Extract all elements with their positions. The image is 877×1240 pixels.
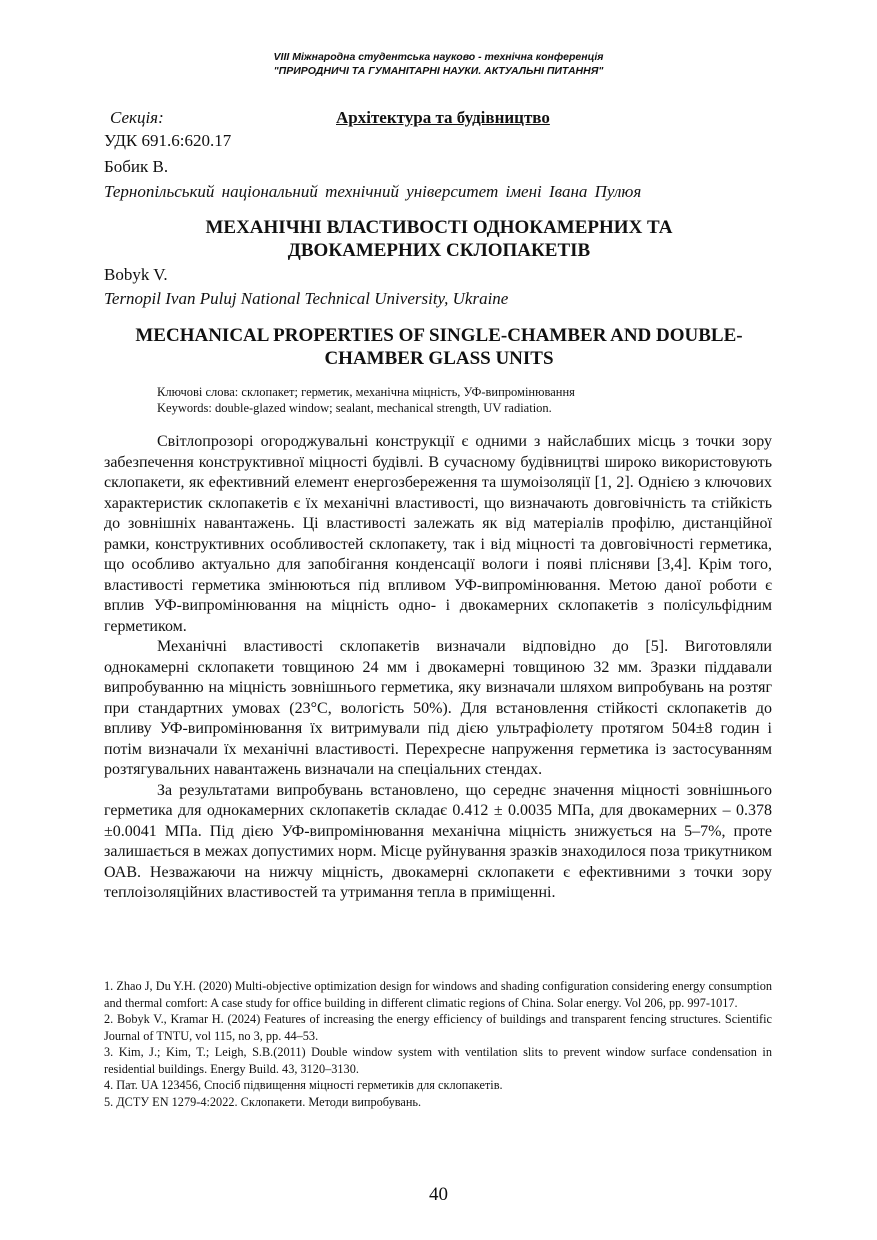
author-en: Bobyk V. [104, 265, 168, 284]
reference-item: 1. Zhao J, Du Y.H. (2020) Multi-objective optimization design for windows and shading configuration considering energy consumption and thermal comfort: A case study for office building in different climatic regions of China. Solar energy. Vol 206, pp. 997-1017. [104, 979, 772, 1010]
title-ua [104, 216, 774, 262]
author-ua: Бобик В. [104, 157, 169, 176]
paragraph-results: За результатами випробувань встановлено, що середнє значення міцності зовнішнього герметика для однокамерних склопакетів складає 0.412 ± 0.0035 МПа, для двокамерних – 0.378 ±0.0041 МПа. Під дією УФ-випромінювання механічна міцність знижується на 5–7%, проте залишається в межах допустимих норм. Місце руйнування зразків знаходилося поза трикутником ОАВ. Незважаючи на нижчу міцність, двокамерні склопакети є ефективними з точки зору теплоізоляційних властивостей та утримання тепла в приміщенні. [104, 781, 773, 901]
udk-code: УДК 691.6:620.17 [104, 131, 232, 150]
reference-item: 5. ДСТУ EN 1279-4:2022. Склопакети. Методи випробувань. [104, 1094, 422, 1109]
keywords-ua: Ключові слова: склопакет; герметик, механічна міцність, УФ-випромінювання [157, 385, 575, 399]
section-name: Архітектура та будівництво [336, 108, 550, 127]
reference-item: 4. Пат. UA 123456, Спосіб підвищення міцності герметиків для склопакетів. [104, 1078, 503, 1092]
paragraph-methods: Механічні властивості склопакетів визначали відповідно до [5]. Виготовляли однокамерні склопакети товщиною 24 мм і двокамерні товщиною 32 мм. Зразки піддавали випробуванню на міцність зовнішнього герметика, яку визначали шляхом випробувань на розтяг при стандартних умовах (23°С, вологість 50%). Для встановлення стійкості склопакетів до впливу УФ-випромінювання їх витримували під дією ультрафіолету протягом 504±8 годин і потім визначали їх механічні властивості. Перехресне напруження герметика із застосуванням розтягувальних навантажень визначали на спеціальних стендах. [104, 638, 772, 778]
conference-theme: "ПРИРОДНИЧІ ТА ГУМАНІТАРНІ НАУКИ. АКТУАЛЬНІ ПИТАННЯ" [273, 65, 604, 77]
keywords-en: Keywords: double-glazed window; sealant, mechanical strength, UV radiation. [157, 401, 552, 415]
title-ua-line2: ДВОКАМЕРНИХ СКЛОПАКЕТІВ [287, 240, 591, 261]
section-row [110, 108, 770, 132]
conference-header [0, 50, 877, 78]
title-en [104, 324, 774, 370]
title-en-line2: CHAMBER GLASS UNITS [324, 348, 554, 369]
article-body [104, 432, 772, 904]
reference-item: 2. Bobyk V., Kramar H. (2024) Features of increasing the energy efficiency of buildings and transparent fencing structures. Scientific Journal of TNTU, vol 115, no 3, pp. 44–53. [104, 1012, 772, 1043]
reference-item: 3. Kim, J.; Kim, T.; Leigh, S.B.(2011) Double window system with ventilation slits to prevent window surface condensation in residential buildings. Energy Build. 43, 3120–3130. [104, 1045, 772, 1076]
page-number: 40 [429, 1184, 448, 1205]
section-label: Секція: [110, 108, 164, 127]
title-ua-line1: МЕХАНІЧНІ ВЛАСТИВОСТІ ОДНОКАМЕРНИХ ТА [205, 217, 673, 238]
paragraph-intro: Світлопрозорі огороджувальні конструкції є одними з найслабших місць з точки зору забезпечення конструктивної міцності будівлі. В сучасному будівництві широко використовують склопакети, як ефективний елемент енергозбереження та шумоізоляції [1, 2]. Однією з ключових характеристик склопакетів є їх механічні властивості, що визначають довговічність та стійкість до зовнішніх навантажень. Ці властивості залежать як від матеріалів профілю, дистанційної рамки, конструктивних особливостей склопакету, так і від міцності та довговічності герметика, що особливо актуально для запобігання конденсації вологи і появі плісняви [3,4]. Крім того, властивості герметика змінюються під впливом УФ-випромінювання. Метою даної роботи є вплив УФ-випромінювання на міцність одно- і двокамерних склопакетів з полісульфідним герметиком. [104, 433, 772, 635]
title-en-line1: MECHANICAL PROPERTIES OF SINGLE-CHAMBER AND DOUBLE- [135, 325, 743, 346]
conference-name: VIII Міжнародна студентська науково - технічна конференція [273, 51, 604, 63]
affiliation-en: Ternopil Ivan Puluj National Technical University, Ukraine [104, 289, 509, 308]
reference-list [104, 978, 772, 1110]
affiliation-ua: Тернопільський національний технічний університет імені Івана Пулюя [104, 182, 642, 201]
